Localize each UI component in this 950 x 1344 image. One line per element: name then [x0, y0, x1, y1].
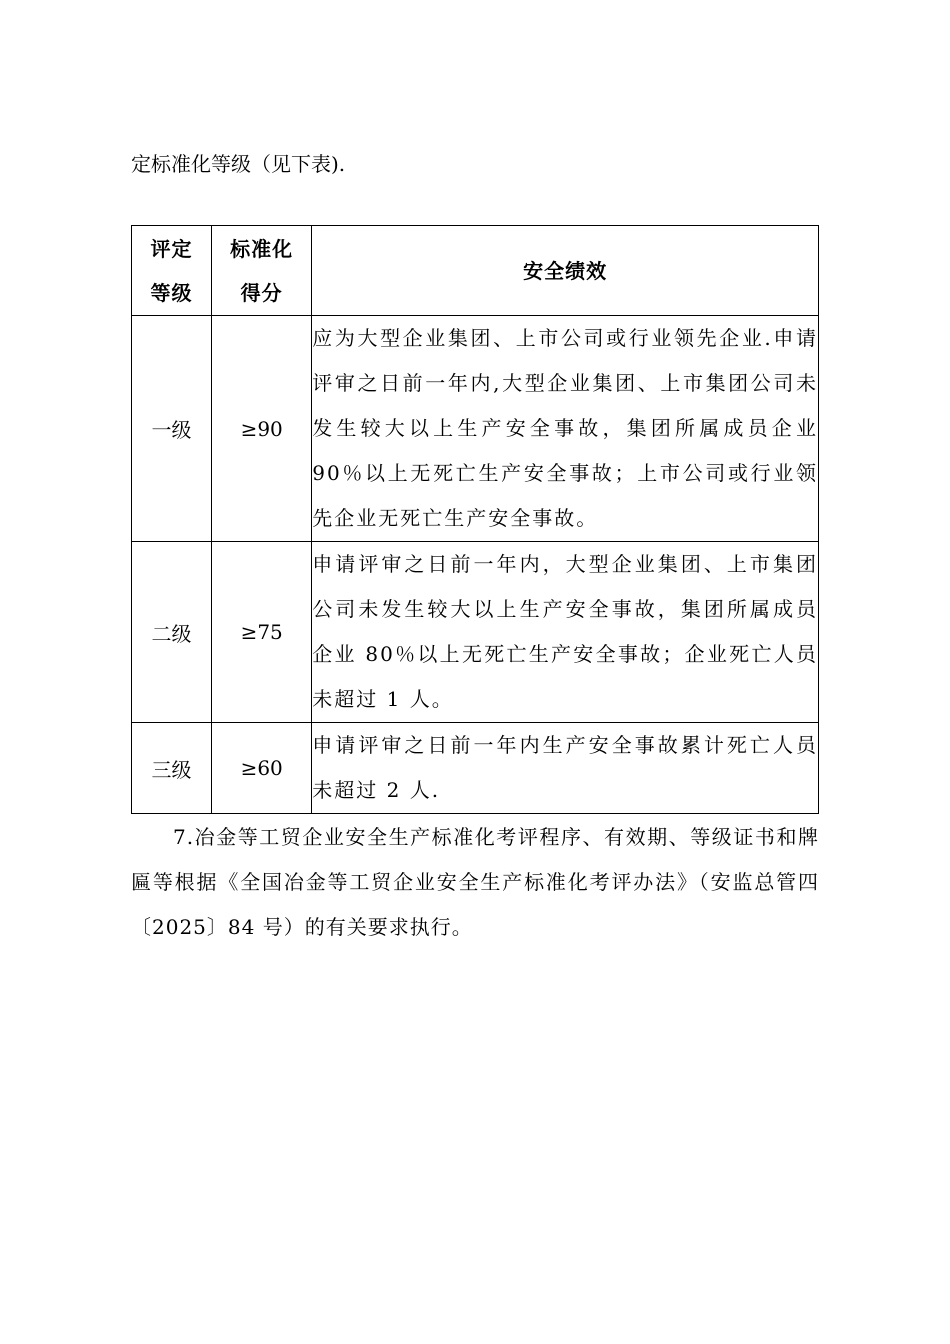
header-score-line2: 得分: [240, 280, 283, 305]
table-header-row: [132, 226, 819, 316]
performance-cell: 申请评审之日前一年内生产安全事故累计死亡人员未超过 2 人.: [312, 723, 819, 814]
table-row: [132, 316, 819, 542]
grade-cell: 二级: [132, 542, 212, 723]
header-score: [212, 226, 312, 316]
body-paragraph: 7.冶金等工贸企业安全生产标准化考评程序、有效期、等级证书和牌匾等根据《全国冶金等工贸企业安全生产标准化考评办法》（安监总管四〔2025〕84 号）的有关要求执行。: [131, 825, 819, 939]
score-cell: ≥60: [212, 723, 312, 814]
score-cell: ≥90: [212, 316, 312, 542]
header-grade-line2: 等级: [150, 280, 193, 305]
header-score-line1: 标准化: [230, 236, 294, 261]
grade-cell: 三级: [132, 723, 212, 814]
grade-cell: 一级: [132, 316, 212, 542]
table-row: [132, 542, 819, 723]
table-row: [132, 723, 819, 814]
header-grade: [132, 226, 212, 316]
performance-cell: 应为大型企业集团、上市公司或行业领先企业.申请评审之日前一年内,大型企业集团、上市集团公司未发生较大以上生产安全事故，集团所属成员企业 90％以上无死亡生产安全事故；上市公司或行业领先企业无死亡生产安全事故。: [312, 316, 819, 542]
header-grade-line1: 评定: [150, 236, 193, 261]
grade-standard-table: [131, 225, 819, 814]
intro-text: 定标准化等级（见下表).: [131, 152, 346, 176]
score-cell: ≥75: [212, 542, 312, 723]
header-performance: 安全绩效: [312, 226, 819, 316]
performance-cell: 申请评审之日前一年内，大型企业集团、上市集团公司未发生较大以上生产安全事故，集团所属成员企业 80％以上无死亡生产安全事故；企业死亡人员未超过 1 人。: [312, 542, 819, 723]
